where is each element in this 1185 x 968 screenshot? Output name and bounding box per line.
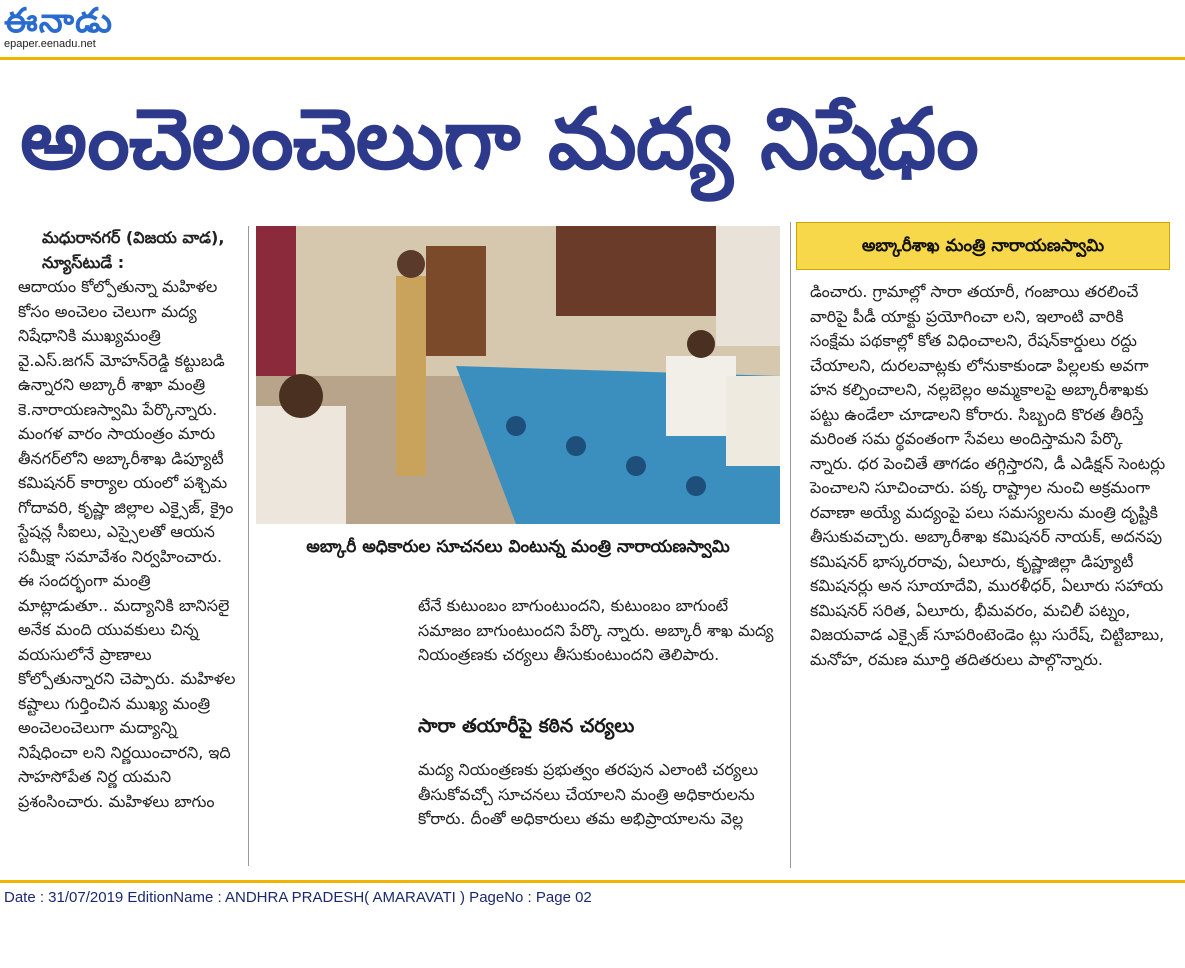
meeting-photo-illustration [256,226,780,524]
column-divider-right [790,222,791,868]
article-column-2 [418,594,780,668]
column-3-text: డించారు. గ్రామాల్లో సారా తయారీ, గంజాయి తరలించే వారిపై పీడీ యాక్టు ప్రయోగించా లని, ఇలాంటి వారికి సంక్షేమ పథకాల్లో కోత విధించాలని, రేషన్‌కార్డులు రద్దు చేయాలని, దురలవాట్లకు లోనుకాకుండా పిల్లలకు అవగా హన కల్పించాలని, నల్లబెల్లం అమ్మకాలపై అబ్కారీశాఖకు పట్టు ఉండేలా చూడాలని కోరారు. సిబ్బంది కొరత తీరిస్తే మరింత సమ ర్థవంతంగా సేవలు అందిస్తామని పేర్కొ న్నారు. ధర పెంచితే తాగడం తగ్గిస్తారని, డీ ఎడిక్షన్ సెంటర్లు పెంచాలని సూచించారు. పక్క రాష్ట్రాల నుంచి అక్రమంగా రవాణా అయ్యే మద్యంపై పలు సమస్యలను మంత్రి దృష్టికి తీసుకువచ్చారు. అబ్కారీశాఖ కమిషనర్ నాయక్, అదనపు కమిషనర్ భాస్కరరావు, ఏలూరు, కృష్ణాజిల్లా డిప్యూటీ కమిషనర్లు అన సూయాదేవి, మురళీధర్, ఏలూరు సహాయ కమిషనర్ సరిత, ఏలూరు, భీమవరం, మచిలీ పట్నం, విజయవాడ ఎక్సైజ్ సూపరింటెండెం ట్లు సురేష్, చిట్టిబాబు, మనోహ, రమణ మూర్తి తదితరులు పాల్గొన్నారు. [810,282,1166,669]
photo-caption: అబ్కారీ అధికారుల సూచనలు వింటున్న మంత్రి నారాయణస్వామి [306,537,730,557]
page-footer: Date : 31/07/2019 EditionName : ANDHRA PRADESH( AMARAVATI ) PageNo : Page 02 [4,889,592,906]
column-divider [248,226,249,866]
article-photo [256,226,780,524]
column-1-text: ఆదాయం కోల్పోతున్నా మహిళల కోసం అంచెలం చెలుగా మద్య నిషేధానికి ముఖ్యమంత్రి వై.ఎస్.జగన్ మోహన్‌రెడ్డి కట్టుబడి ఉన్నారని అబ్కారీ శాఖా మంత్రి కె.నారాయణస్వామి పేర్కొన్నారు. మంగళ వారం సాయంత్రం మారు తీనగర్‌లోని అబ్కారీశాఖ డిప్యూటీ కమిషనర్ కార్యాల యంలో పశ్చిమ గోదావరి, కృష్ణా జిల్లాల ఎక్సైజ్, క్రైం స్టేషన్ల సీఐలు, ఎస్సైలతో ఆయన సమీక్షా సమావేశం నిర్వహించారు. ఈ సందర్భంగా మంత్రి మాట్లాడుతూ.. మద్యానికి బానిసలై అనేక మంది యువకులు చిన్న వయసులోనే ప్రాణాలు కోల్పోతున్నారని చెప్పారు. మహిళల కష్టాలు గుర్తించిన ముఖ్య మంత్రి అంచెలంచెలుగా మద్యాన్ని నిషేధించా లని నిర్ణయించారని, ఇది సాహసోపేత నిర్ణ యమని ప్రశంసించారు. మహిళలు బాగుం [18,277,236,811]
article-column-1 [18,226,240,814]
site-url: epaper.eenadu.net [4,38,96,50]
dateline: మధురానగర్ (విజయ వాడ), న్యూస్‌టుడే : [42,228,225,272]
section-subheading: సారా తయారీపై కఠిన చర్యలు [418,715,635,737]
article-headline: అంచెలంచెలుగా మద్య నిషేధం [20,90,978,188]
column-2-text: టేనే కుటుంబం బాగుంటుందని, కుటుంబం బాగుంటే సమాజం బాగుంటుందని పేర్కొ న్నారు. అబ్కారీ శాఖ మద్య నియంత్రణకు చర్యలు తీసుకుంటుందని తెలిపారు. [418,596,774,664]
minister-name-box: అబ్కారీశాఖ మంత్రి నారాయణస్వామి [796,222,1170,270]
article-column-3 [810,280,1170,672]
logo-mark: ఈనాడు [4,1,114,41]
article-column-2-continued [418,758,780,832]
eenadu-logo[interactable] [4,2,113,50]
column-2b-text: మద్య నియంత్రణకు ప్రభుత్వం తరపున ఎలాంటి చర్యలు తీసుకోవచ్చో సూచనలు చేయాలని మంత్రి అధికారులను కోరారు. దీంతో అధికారులు తమ అభిప్రాయాలను వెల్ల [418,760,759,828]
